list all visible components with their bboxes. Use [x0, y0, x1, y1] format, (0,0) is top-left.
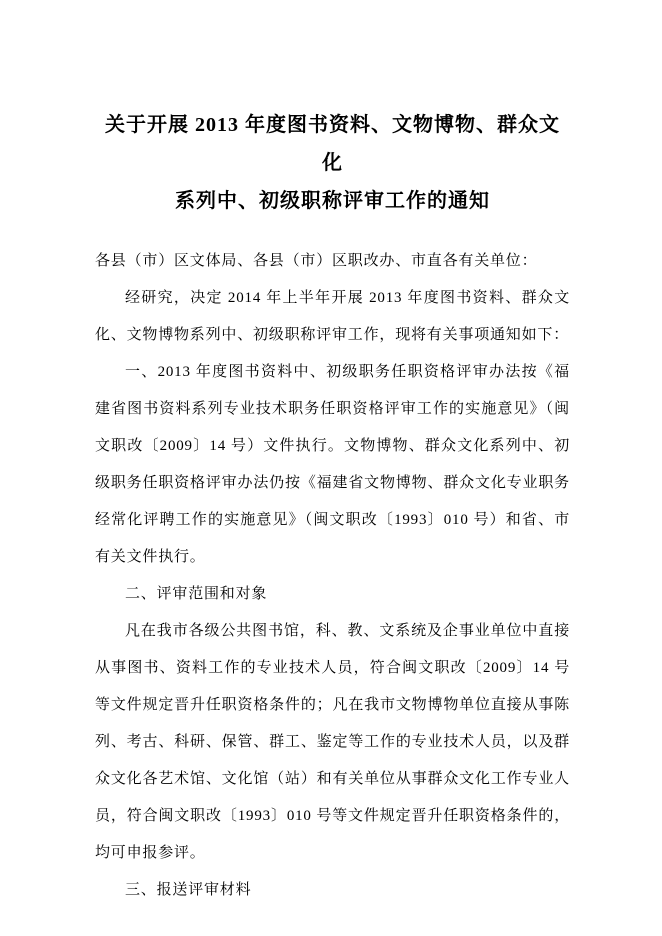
section-3-heading: 三、报送评审材料 — [125, 882, 252, 898]
section-1-paragraph: 一、2013 年度图书资料中、初级职务任职资格评审办法按《福建省图书资料系列专业技术职务任职资格评审工作的实施意见》（闽文职改〔2009〕14 号）文件执行。文物博物、群众文化系列中、初级职务任职资格评审办法仍按《福建省文物博物、群众文化专业职务经常化评聘工作的实施意见》（闽文职改〔1993〕010 号）和省、市有关文件执行。 — [95, 364, 570, 565]
section-2-paragraph: 凡在我市各级公共图书馆，科、教、文系统及企事业单位中直接从事图书、资料工作的专业技术人员，符合闽文职改〔2009〕14 号等文件规定晋升任职资格条件的；凡在我市文物博物单位直接从事陈列、考古、科研、保管、群工、鉴定等工作的专业技术人员，以及群众文化各艺术馆、文化馆（站）和有关单位从事群众文化工作专业人员，符合闽文职改〔1993〕010 号等文件规定晋升任职资格条件的，均可申报参评。 — [95, 623, 570, 861]
document-title-line-2: 系列中、初级职称评审工作的通知 — [175, 190, 490, 212]
document-title — [95, 106, 570, 220]
intro-paragraph: 经研究，决定 2014 年上半年开展 2013 年度图书资料、群众文化、文物博物系列中、初级职称评审工作，现将有关事项通知如下： — [95, 290, 570, 343]
salutation-paragraph: 各县（市）区文体局、各县（市）区职改办、市直各有关单位： — [95, 253, 538, 269]
document-title-line-1: 关于开展 2013 年度图书资料、文物博物、群众文化 — [105, 114, 560, 174]
section-2-heading: 二、评审范围和对象 — [125, 586, 268, 602]
